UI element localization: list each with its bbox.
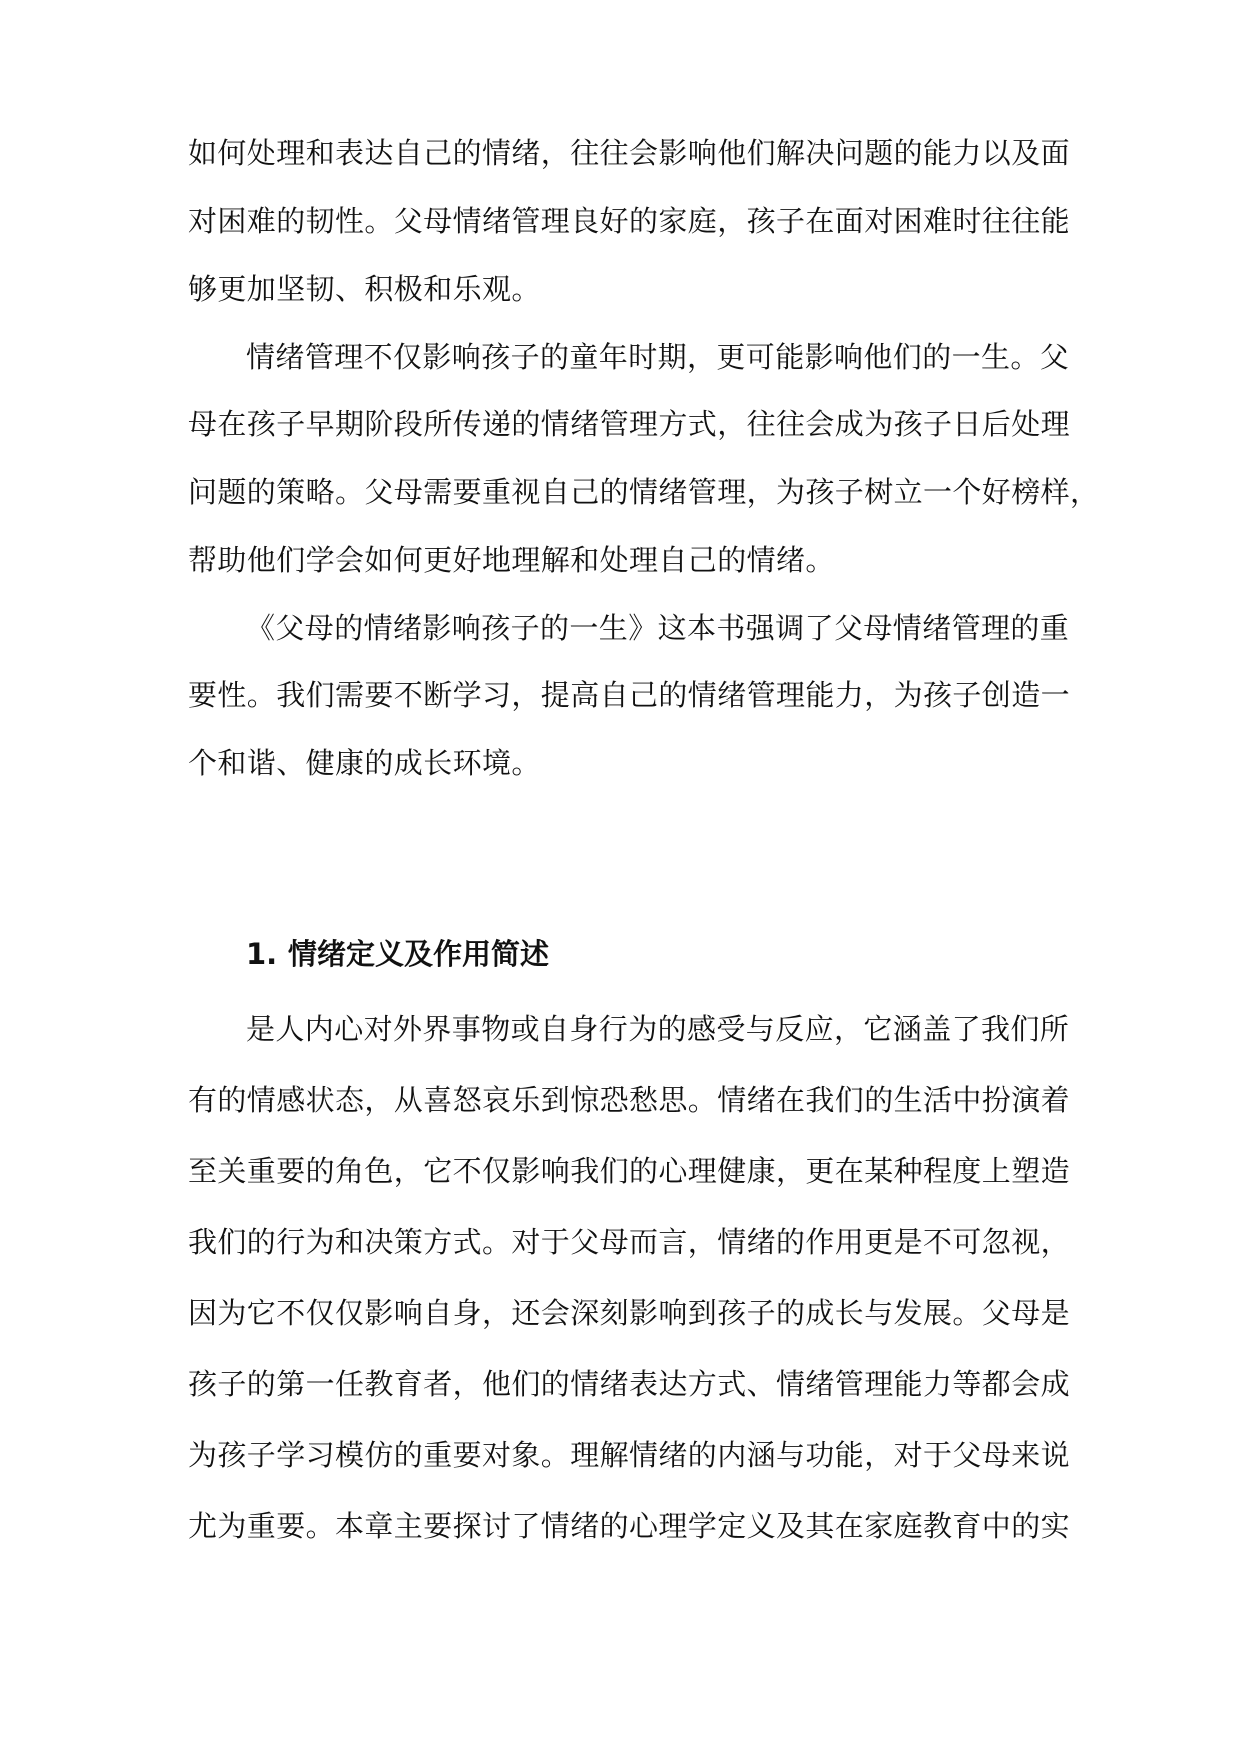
paragraph-3-line-1: 《父母的情绪影响孩子的一生》这本书强调了父母情绪管理的重: [246, 611, 1070, 645]
paragraph-2-line-1: 情绪管理不仅影响孩子的童年时期，更可能影响他们的一生。父: [246, 340, 1070, 374]
section-title: 情绪定义及作用简述: [288, 937, 550, 971]
paragraph-3-line-3: 个和谐、健康的成长环境。: [188, 746, 541, 780]
paragraph-2-line-3: 问题的策略。父母需要重视自己的情绪管理，为孩子树立一个好榜样，: [188, 475, 1100, 509]
paragraph-4-line-7: 为孩子学习模仿的重要对象。理解情绪的内涵与功能，对于父母来说: [188, 1438, 1071, 1472]
paragraph-1-line-1: 如何处理和表达自己的情绪，往往会影响他们解决问题的能力以及面: [188, 136, 1071, 170]
section-heading: [246, 930, 549, 978]
paragraph-2-line-4: 帮助他们学会如何更好地理解和处理自己的情绪。: [188, 543, 835, 577]
paragraph-4-line-1: 是人内心对外界事物或自身行为的感受与反应，它涵盖了我们所: [246, 1012, 1070, 1046]
paragraph-4-line-6: 孩子的第一任教育者，他们的情绪表达方式、情绪管理能力等都会成: [188, 1367, 1071, 1401]
paragraph-3-line-2: 要性。我们需要不断学习，提高自己的情绪管理能力，为孩子创造一: [188, 678, 1071, 712]
paragraph-4-line-2: 有的情感状态，从喜怒哀乐到惊恐愁思。情绪在我们的生活中扮演着: [188, 1083, 1071, 1117]
paragraph-4-line-3: 至关重要的角色，它不仅影响我们的心理健康，更在某种程度上塑造: [188, 1154, 1071, 1188]
paragraph-1-line-3: 够更加坚韧、积极和乐观。: [188, 272, 541, 306]
section-number: 1.: [246, 937, 278, 971]
paragraph-4-line-4: 我们的行为和决策方式。对于父母而言，情绪的作用更是不可忽视，: [188, 1225, 1071, 1259]
paragraph-2-line-2: 母在孩子早期阶段所传递的情绪管理方式，往往会成为孩子日后处理: [188, 407, 1071, 441]
paragraph-1-line-2: 对困难的韧性。父母情绪管理良好的家庭，孩子在面对困难时往往能: [188, 204, 1071, 238]
paragraph-4-line-5: 因为它不仅仅影响自身，还会深刻影响到孩子的成长与发展。父母是: [188, 1296, 1071, 1330]
paragraph-4-line-8: 尤为重要。本章主要探讨了情绪的心理学定义及其在家庭教育中的实: [188, 1509, 1071, 1543]
